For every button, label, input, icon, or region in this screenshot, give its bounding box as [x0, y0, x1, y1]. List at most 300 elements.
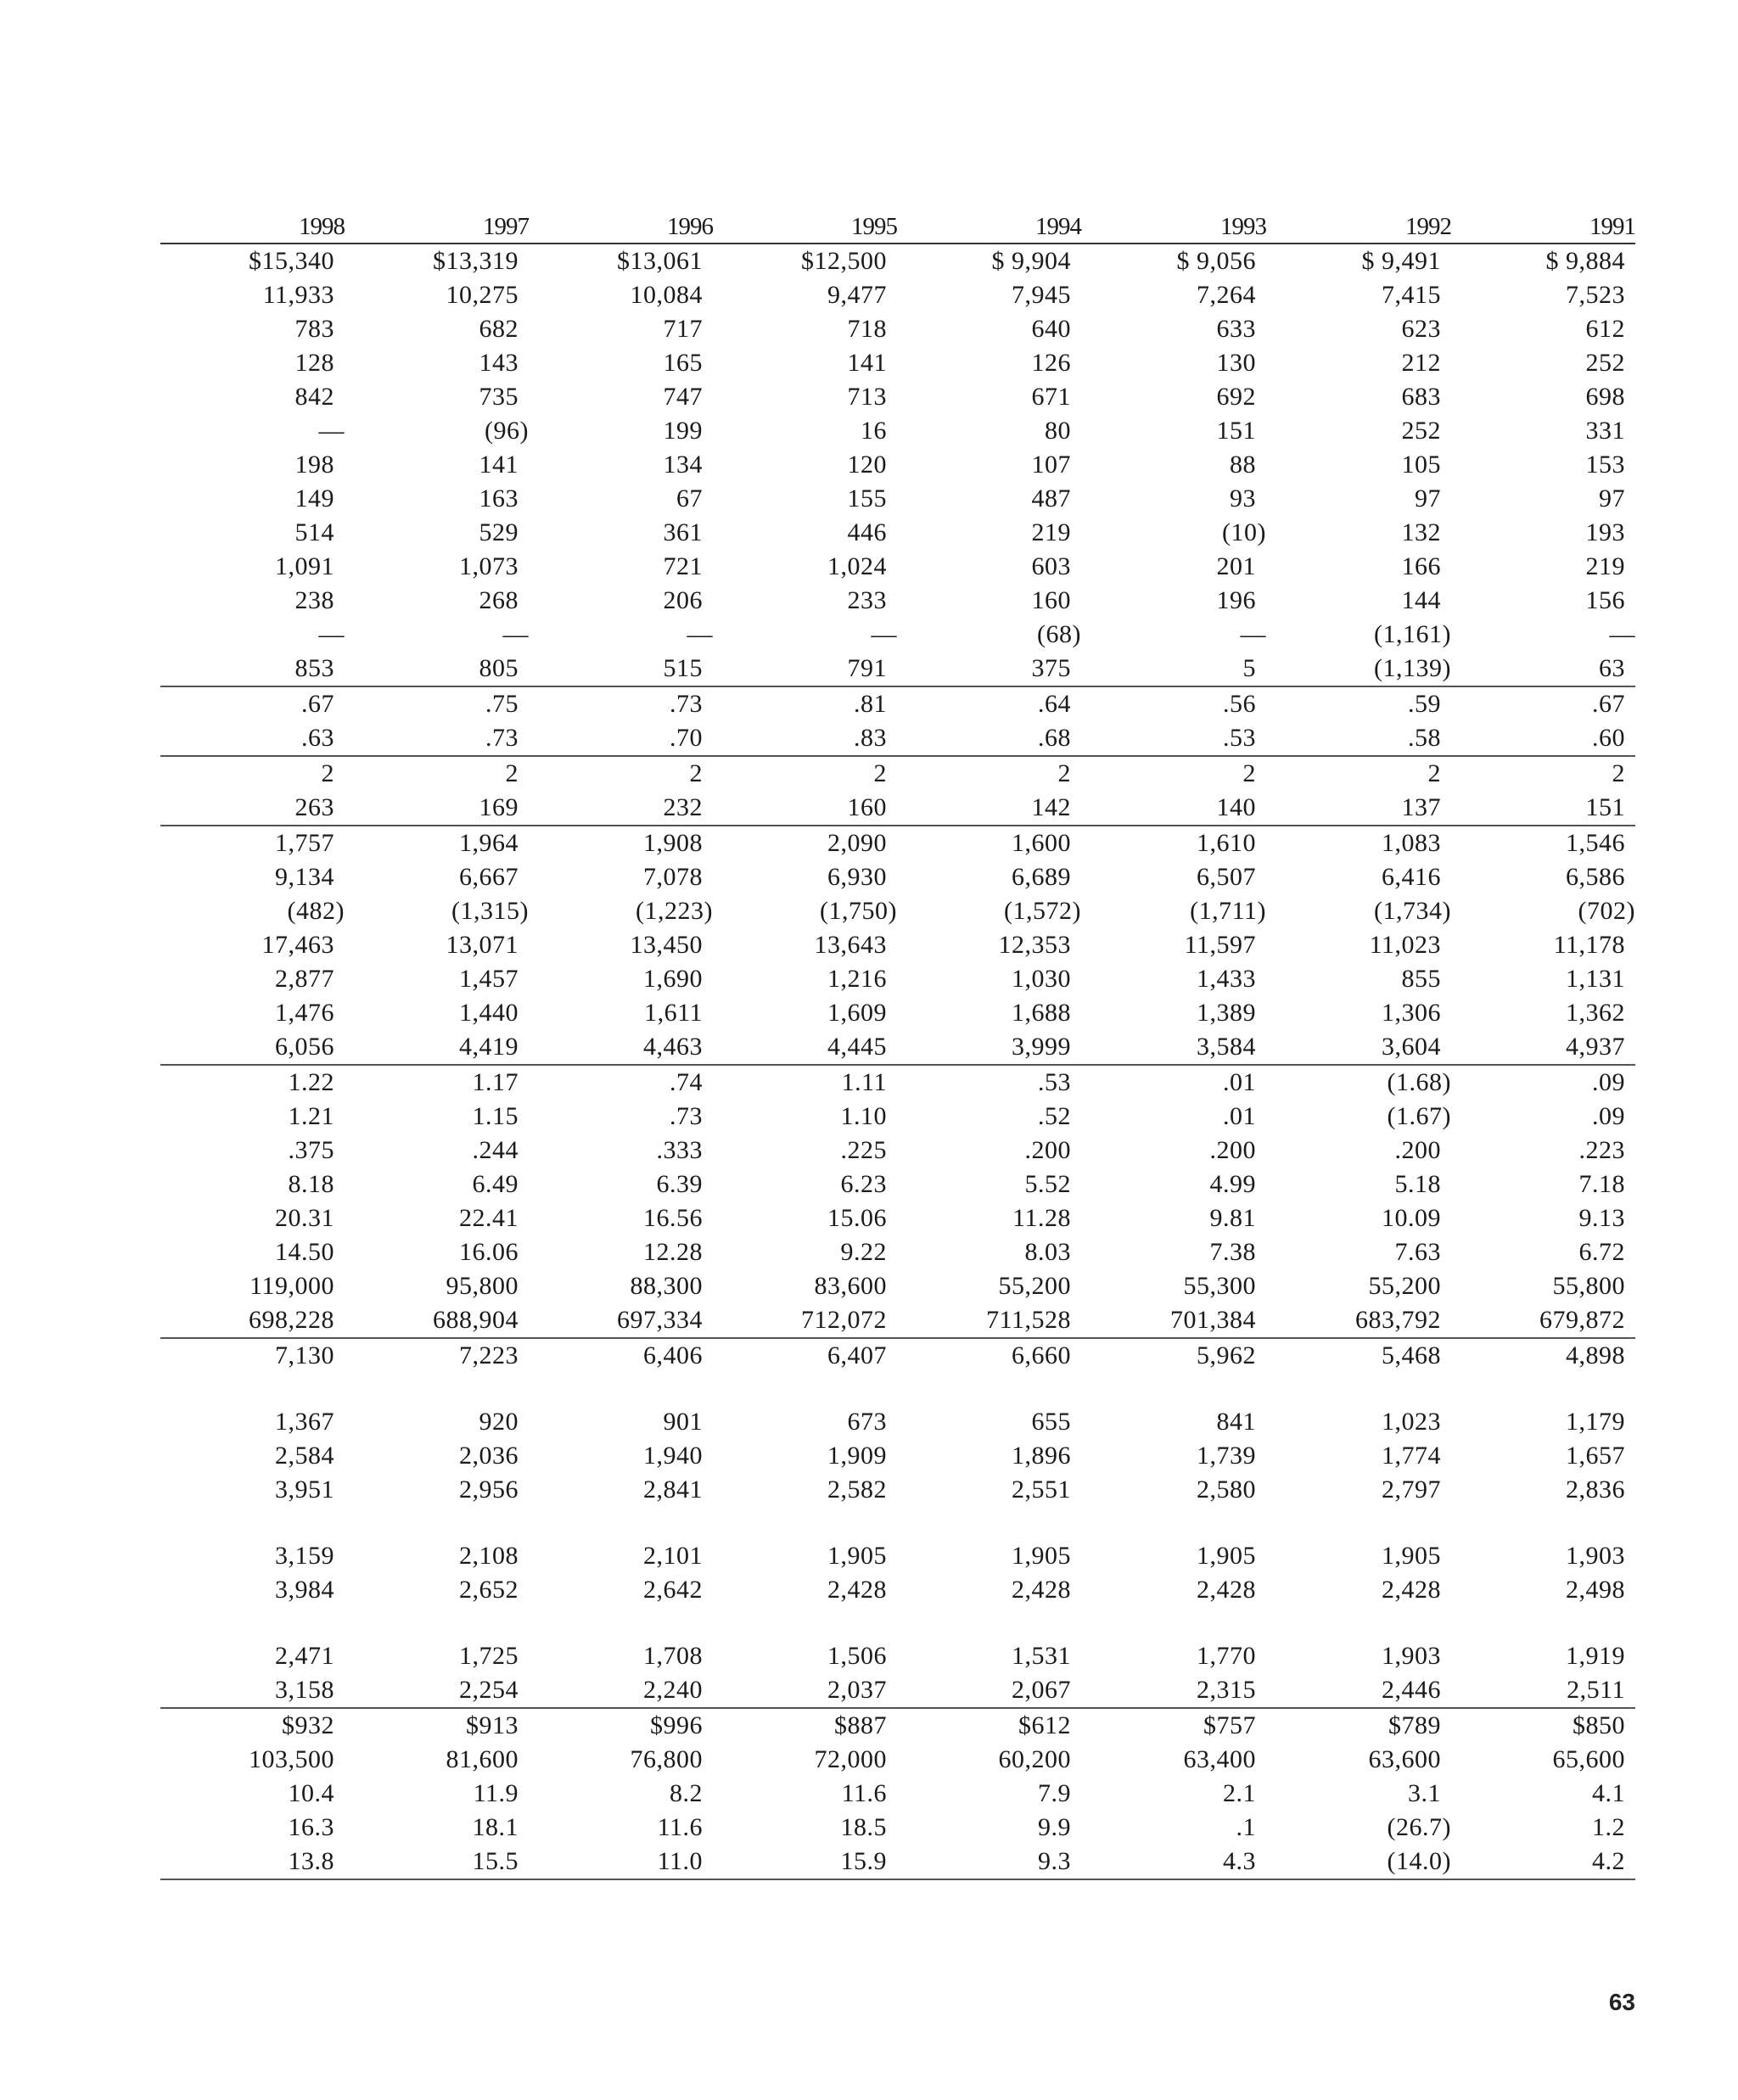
table-cell: 2 — [1427, 759, 1441, 787]
table-cell: 623 — [1401, 315, 1441, 343]
table-cell: 151 — [1216, 417, 1256, 445]
table-cell: .333 — [656, 1136, 703, 1164]
table-cell: $789 — [1388, 1711, 1441, 1739]
table-cell: 169 — [345, 791, 529, 826]
table-cell: 7,264 — [1197, 281, 1256, 309]
table-cell: 11.0 — [529, 1845, 713, 1879]
table-cell: 1,896 — [1012, 1442, 1071, 1470]
table-cell: (68) — [1037, 620, 1081, 648]
table-cell: 2,428 — [1012, 1576, 1071, 1604]
table-cell: 107 — [1031, 451, 1071, 479]
table-cell: 165 — [663, 349, 703, 377]
table-cell: 252 — [1401, 417, 1441, 445]
table-cell: 12,353 — [998, 931, 1071, 959]
table-row — [160, 1201, 1635, 1235]
table-cell: 5.52 — [1024, 1170, 1071, 1198]
table-cell: 8.2 — [670, 1779, 703, 1807]
table-cell: 1,546 — [1566, 829, 1625, 857]
table-cell: 76,800 — [630, 1745, 703, 1773]
table-row — [160, 1065, 1635, 1100]
table-cell: 155 — [847, 484, 887, 512]
table-cell: 2,836 — [1566, 1476, 1625, 1504]
table-cell: 132 — [1401, 518, 1441, 546]
table-row — [160, 1439, 1635, 1473]
table-row — [160, 1607, 1635, 1673]
table-cell: 15.9 — [713, 1845, 897, 1879]
year-header-1994: 1994 — [897, 210, 1081, 244]
table-row — [160, 791, 1635, 826]
table-row — [160, 312, 1635, 346]
table-cell: 233 — [847, 586, 887, 614]
table-cell: 1,940 — [643, 1442, 703, 1470]
table-cell: 126 — [1031, 349, 1071, 377]
year-header-1998: 1998 — [160, 210, 345, 244]
table-cell: 83,600 — [814, 1272, 887, 1300]
table-cell: 1,770 — [1197, 1642, 1256, 1670]
table-cell: 2,108 — [459, 1542, 519, 1570]
table-cell: — — [502, 620, 529, 648]
table-cell: (14.0) — [1266, 1845, 1451, 1879]
table-cell: 97 — [1415, 484, 1441, 512]
table-cell: 2,582 — [827, 1476, 887, 1504]
table-cell: 361 — [663, 518, 703, 546]
table-cell: 6,586 — [1566, 863, 1625, 891]
table-cell: 487 — [1031, 484, 1071, 512]
table-cell: 3,158 — [160, 1673, 345, 1708]
table-cell: (482) — [287, 897, 345, 925]
page-number: 63 — [1608, 1989, 1635, 2015]
table-cell: 1,905 — [1012, 1542, 1071, 1570]
table-cell: 130 — [1216, 349, 1256, 377]
table-row — [160, 1030, 1635, 1065]
table-cell: .223 — [1578, 1136, 1625, 1164]
table-cell: 2,580 — [1197, 1476, 1256, 1504]
table-cell: 711,528 — [897, 1303, 1081, 1338]
table-cell: 331 — [1585, 417, 1625, 445]
table-cell: .67 — [301, 690, 334, 718]
table-cell: 1,903 — [1566, 1542, 1625, 1570]
table-cell: 142 — [897, 791, 1081, 826]
table-cell: 2,841 — [643, 1476, 703, 1504]
table-cell: 17,463 — [261, 931, 334, 959]
table-cell: 1,774 — [1382, 1442, 1441, 1470]
table-cell: 698,228 — [160, 1303, 345, 1338]
table-row — [160, 414, 1635, 448]
table-cell: 7,523 — [1566, 281, 1625, 309]
table-cell: 1,440 — [459, 999, 519, 1027]
table-cell: $757 — [1203, 1711, 1256, 1739]
table-row — [160, 584, 1635, 618]
table-cell: 9.9 — [1038, 1813, 1071, 1841]
table-cell: 603 — [1031, 552, 1071, 580]
table-row — [160, 346, 1635, 380]
table-cell: $ 9,904 — [991, 247, 1071, 275]
table-row — [160, 1338, 1635, 1373]
table-cell: 2,254 — [345, 1673, 529, 1708]
year-header-1996: 1996 — [529, 210, 713, 244]
table-cell: 4,419 — [345, 1030, 529, 1065]
table-cell: 15.5 — [345, 1845, 529, 1879]
financial-summary-table — [160, 210, 1635, 1880]
table-cell: 149 — [294, 484, 334, 512]
table-cell: 80 — [1045, 417, 1071, 445]
table-cell: $13,061 — [617, 247, 703, 275]
table-cell: 1.22 — [288, 1068, 334, 1096]
table-cell: 232 — [529, 791, 713, 826]
table-cell: 11,933 — [262, 281, 334, 309]
table-cell: $15,340 — [249, 247, 334, 275]
table-cell: 263 — [160, 791, 345, 826]
table-cell: $996 — [650, 1711, 703, 1739]
table-cell: 11.28 — [1012, 1204, 1071, 1232]
table-row — [160, 860, 1635, 894]
table-cell: 160 — [713, 791, 897, 826]
table-cell: 119,000 — [249, 1272, 334, 1300]
table-cell: .01 — [1223, 1102, 1256, 1130]
table-cell: 671 — [1031, 383, 1071, 411]
table-cell: $932 — [282, 1711, 334, 1739]
table-cell: 735 — [479, 383, 519, 411]
table-cell: 1,708 — [643, 1642, 703, 1670]
table-cell: 4,937 — [1451, 1030, 1635, 1065]
table-cell: 128 — [294, 349, 334, 377]
table-cell: 3,604 — [1266, 1030, 1451, 1065]
table-cell: 199 — [663, 417, 703, 445]
table-cell: 2 — [1057, 759, 1071, 787]
table-row — [160, 618, 1635, 652]
table-cell: 153 — [1585, 451, 1625, 479]
table-cell: — — [318, 620, 345, 648]
table-row — [160, 244, 1635, 278]
table-cell: 2,498 — [1566, 1576, 1625, 1604]
table-cell: 137 — [1266, 791, 1451, 826]
table-cell: .81 — [854, 690, 887, 718]
table-row — [160, 996, 1635, 1030]
table-cell: 8.03 — [1024, 1238, 1071, 1266]
table-cell: 1.17 — [472, 1068, 519, 1096]
table-cell: 2 — [505, 759, 519, 787]
table-cell: 7.9 — [1038, 1779, 1071, 1807]
table-cell: .58 — [1266, 721, 1451, 756]
table-cell: .74 — [670, 1068, 703, 1096]
table-cell: 9.3 — [897, 1845, 1081, 1879]
table-body — [160, 244, 1635, 1879]
table-cell: 1,909 — [827, 1442, 887, 1470]
table-cell: 1,506 — [827, 1642, 887, 1670]
table-cell: 1,030 — [1012, 965, 1071, 993]
table-cell: .375 — [288, 1136, 334, 1164]
table-cell: 55,800 — [1552, 1272, 1625, 1300]
table-cell: 156 — [1585, 586, 1625, 614]
table-cell: 2,877 — [275, 965, 334, 993]
table-cell: 6,407 — [827, 1341, 887, 1369]
table-cell: 1,757 — [275, 829, 334, 857]
table-cell: 16 — [861, 417, 887, 445]
table-cell: 1,216 — [827, 965, 887, 993]
table-cell: 140 — [1081, 791, 1266, 826]
table-cell: 1,531 — [1012, 1642, 1071, 1670]
table-cell: 1.15 — [472, 1102, 519, 1130]
table-cell: 11,178 — [1553, 931, 1625, 959]
table-cell: 692 — [1216, 383, 1256, 411]
table-cell: 2.1 — [1223, 1779, 1256, 1807]
table-row — [160, 652, 1635, 686]
table-row — [160, 1811, 1635, 1845]
table-cell: 3,984 — [275, 1576, 334, 1604]
table-cell: 55,200 — [998, 1272, 1071, 1300]
table-cell: 514 — [294, 518, 334, 546]
table-cell: 1,905 — [1197, 1542, 1256, 1570]
table-cell: 252 — [1585, 349, 1625, 377]
table-cell: 105 — [1401, 451, 1441, 479]
table-cell: 1,476 — [275, 999, 334, 1027]
table-cell: 81,600 — [446, 1745, 519, 1773]
table-cell: .200 — [1394, 1136, 1441, 1164]
table-cell: 721 — [663, 552, 703, 580]
table-cell: 160 — [1031, 586, 1071, 614]
table-cell: 697,334 — [529, 1303, 713, 1338]
table-cell: 1,023 — [1382, 1408, 1441, 1436]
table-cell: $913 — [466, 1711, 519, 1739]
table-cell: 2,101 — [643, 1542, 703, 1570]
table-cell: 1,433 — [1197, 965, 1256, 993]
table-cell: (10) — [1222, 518, 1266, 546]
table-cell: 11,597 — [1184, 931, 1256, 959]
table-row — [160, 278, 1635, 312]
table-cell: 841 — [1216, 1408, 1256, 1436]
table-cell: 2,428 — [1382, 1576, 1441, 1604]
table-cell: 196 — [1216, 586, 1256, 614]
table-cell: 7,130 — [275, 1341, 334, 1369]
table-cell: 9.81 — [1209, 1204, 1256, 1232]
table-cell: 15.06 — [827, 1204, 887, 1232]
table-cell: 5.18 — [1394, 1170, 1441, 1198]
table-cell: .67 — [1592, 690, 1625, 718]
table-cell: 201 — [1216, 552, 1256, 580]
table-cell: 3,159 — [275, 1542, 334, 1570]
table-cell: 1,905 — [1382, 1542, 1441, 1570]
table-cell: (1.67) — [1387, 1102, 1451, 1130]
table-row — [160, 1673, 1635, 1708]
table-cell: 2,471 — [275, 1642, 334, 1670]
table-cell: 2,511 — [1451, 1673, 1635, 1708]
table-cell: 2,642 — [643, 1576, 703, 1604]
table-cell: 88 — [1230, 451, 1256, 479]
table-cell: 12.28 — [643, 1238, 703, 1266]
table-cell: .70 — [529, 721, 713, 756]
table-cell: 901 — [663, 1408, 703, 1436]
table-cell: 20.31 — [275, 1204, 334, 1232]
table-cell: 141 — [847, 349, 887, 377]
year-header-1993: 1993 — [1081, 210, 1266, 244]
table-cell: .56 — [1223, 690, 1256, 718]
table-cell: 783 — [294, 315, 334, 343]
table-cell: 163 — [479, 484, 519, 512]
table-row — [160, 1743, 1635, 1777]
table-row — [160, 721, 1635, 756]
table-cell: $12,500 — [801, 247, 887, 275]
table-cell: 1,908 — [643, 829, 703, 857]
table-cell: 701,384 — [1081, 1303, 1266, 1338]
table-cell: 1,457 — [459, 965, 519, 993]
table-cell: — — [871, 620, 897, 648]
table-cell: 683 — [1401, 383, 1441, 411]
table-cell: 97 — [1599, 484, 1625, 512]
table-cell: 72,000 — [814, 1745, 887, 1773]
table-cell: 853 — [160, 652, 345, 686]
table-row — [160, 550, 1635, 584]
table-cell: 55,200 — [1368, 1272, 1441, 1300]
table-cell: $887 — [834, 1711, 887, 1739]
table-cell: $13,319 — [433, 247, 519, 275]
table-cell: 655 — [1031, 1408, 1071, 1436]
year-header-1995: 1995 — [713, 210, 897, 244]
table-cell: .75 — [485, 690, 519, 718]
table-cell: 268 — [479, 586, 519, 614]
table-cell: 10,275 — [446, 281, 519, 309]
table-cell: .68 — [897, 721, 1081, 756]
table-cell: 120 — [847, 451, 887, 479]
table-cell: 1,611 — [644, 999, 703, 1027]
table-cell: 13,071 — [446, 931, 519, 959]
table-cell: 2,797 — [1382, 1476, 1441, 1504]
table-cell: 2,428 — [1197, 1576, 1256, 1604]
table-cell: — — [687, 620, 713, 648]
table-cell: 1,024 — [827, 552, 887, 580]
table-cell: 612 — [1585, 315, 1625, 343]
table-cell: 11.6 — [657, 1813, 703, 1841]
table-cell: 2 — [1612, 759, 1625, 787]
table-cell: — — [1240, 620, 1266, 648]
table-cell: 18.5 — [840, 1813, 887, 1841]
table-cell: 1,657 — [1566, 1442, 1625, 1470]
table-row — [160, 826, 1635, 860]
table-cell: 8.18 — [288, 1170, 334, 1198]
table-cell: 238 — [294, 586, 334, 614]
table-row — [160, 448, 1635, 482]
table-cell: .01 — [1223, 1068, 1256, 1096]
table-cell: 7,415 — [1382, 281, 1441, 309]
table-cell: .09 — [1592, 1102, 1625, 1130]
table-cell: 633 — [1216, 315, 1256, 343]
table-cell: (1,711) — [1190, 897, 1266, 925]
table-cell: 16.56 — [643, 1204, 703, 1232]
table-cell: 6,416 — [1382, 863, 1441, 891]
table-cell: $ 9,884 — [1545, 247, 1625, 275]
table-cell: 10,084 — [630, 281, 703, 309]
table-cell: 1,905 — [827, 1542, 887, 1570]
table-cell: 920 — [479, 1408, 519, 1436]
table-cell: .60 — [1451, 721, 1635, 756]
table-cell: .64 — [1038, 690, 1071, 718]
table-cell: 219 — [1031, 518, 1071, 546]
table-cell: 712,072 — [713, 1303, 897, 1338]
table-cell: 13,450 — [630, 931, 703, 959]
table-cell: 6,406 — [643, 1341, 703, 1369]
table-cell: 747 — [663, 383, 703, 411]
table-cell: (1.68) — [1387, 1068, 1451, 1096]
table-cell: 2,315 — [1081, 1673, 1266, 1708]
table-row — [160, 894, 1635, 928]
table-cell: 1,362 — [1566, 999, 1625, 1027]
table-cell: 5 — [1081, 652, 1266, 686]
table-cell: 3,584 — [1081, 1030, 1266, 1065]
table-cell: 1,688 — [1012, 999, 1071, 1027]
table-cell: 3.1 — [1408, 1779, 1441, 1807]
table-cell: 18.1 — [472, 1813, 519, 1841]
table-cell: $612 — [1018, 1711, 1071, 1739]
table-cell: 2,067 — [897, 1673, 1081, 1708]
table-cell: 1,367 — [275, 1408, 334, 1436]
table-cell: 1,306 — [1382, 999, 1441, 1027]
table-row — [160, 1303, 1635, 1338]
table-cell: 679,872 — [1451, 1303, 1635, 1338]
table-cell: 9,477 — [827, 281, 887, 309]
table-cell: 791 — [713, 652, 897, 686]
table-cell: .09 — [1592, 1068, 1625, 1096]
table-cell: .73 — [670, 1102, 703, 1130]
table-cell: 2,090 — [827, 829, 887, 857]
table-cell: 166 — [1401, 552, 1441, 580]
table-cell: $ 9,491 — [1361, 247, 1441, 275]
table-cell: (1,750) — [820, 897, 897, 925]
table-cell: 1,739 — [1197, 1442, 1256, 1470]
table-cell: .83 — [713, 721, 897, 756]
table-row — [160, 1269, 1635, 1303]
table-cell: 2 — [689, 759, 703, 787]
table-cell: 7,945 — [1012, 281, 1071, 309]
table-cell: 805 — [345, 652, 529, 686]
table-cell: 9.22 — [840, 1238, 887, 1266]
table-row — [160, 1168, 1635, 1201]
table-cell: 682 — [479, 315, 519, 343]
table-cell: 2 — [873, 759, 887, 787]
table-cell: (1,161) — [1374, 620, 1451, 648]
table-cell: 1,919 — [1566, 1642, 1625, 1670]
table-row — [160, 1507, 1635, 1573]
table-row — [160, 516, 1635, 550]
table-cell: — — [318, 417, 345, 445]
table-cell: 3,951 — [275, 1476, 334, 1504]
table-cell: 515 — [529, 652, 713, 686]
table-cell: (26.7) — [1387, 1813, 1451, 1841]
table-row — [160, 482, 1635, 516]
table-cell: 7,078 — [643, 863, 703, 891]
table-cell: 717 — [663, 315, 703, 343]
table-cell: 11.6 — [841, 1779, 887, 1807]
year-header-1992: 1992 — [1266, 210, 1451, 244]
table-cell: 67 — [676, 484, 703, 512]
table-cell: (1,734) — [1374, 897, 1451, 925]
table-cell: 688,904 — [345, 1303, 529, 1338]
table-cell: 2,240 — [529, 1673, 713, 1708]
table-cell: 144 — [1401, 586, 1441, 614]
table-cell: 698 — [1585, 383, 1625, 411]
table-cell: 1,083 — [1382, 829, 1441, 857]
table-cell: 1,073 — [459, 552, 519, 580]
table-cell: 9,134 — [275, 863, 334, 891]
table-cell: 6,507 — [1197, 863, 1256, 891]
table-cell: 7.63 — [1394, 1238, 1441, 1266]
table-cell: 2 — [1242, 759, 1256, 787]
table-cell: 55,300 — [1183, 1272, 1256, 1300]
table-cell: .53 — [1081, 721, 1266, 756]
table-cell: 4,463 — [529, 1030, 713, 1065]
table-cell: 7,223 — [459, 1341, 519, 1369]
table-cell: 22.41 — [459, 1204, 519, 1232]
table-cell: 2,584 — [275, 1442, 334, 1470]
table-cell: 673 — [847, 1408, 887, 1436]
